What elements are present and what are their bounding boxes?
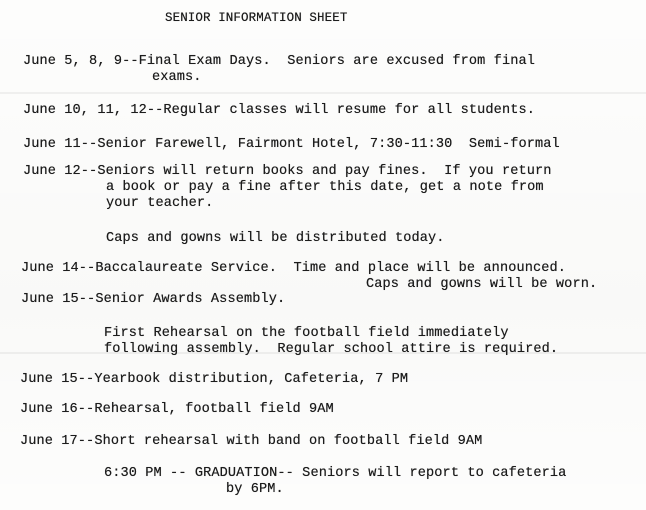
text-line: June 12--Seniors will return books and pay fines. If you return [23, 164, 552, 179]
text-line: Caps and gowns will be distributed today. [106, 231, 445, 246]
text-line: by 6PM. [226, 482, 284, 497]
text-line: June 15--Senior Awards Assembly. [21, 292, 286, 307]
paper-fold [0, 92, 646, 94]
text-line: First Rehearsal on the football field immediately [104, 326, 509, 341]
text-line: Caps and gowns will be worn. [366, 277, 598, 292]
text-line: June 17--Short rehearsal with band on football field 9AM [20, 434, 483, 449]
text-line: June 5, 8, 9--Final Exam Days. Seniors are excused from final [23, 54, 535, 69]
text-line: exams. [152, 70, 202, 85]
text-line: 6:30 PM -- GRADUATION-- Seniors will report to cafeteria [104, 466, 567, 481]
text-line: a book or pay a fine after this date, get a note from [106, 180, 544, 195]
text-line: June 16--Rehearsal, football field 9AM [20, 402, 334, 417]
text-line: June 14--Baccalaureate Service. Time and place will be announced. [21, 261, 566, 276]
text-line: following assembly. Regular school attire is required. [104, 342, 559, 357]
text-line: your teacher. [106, 196, 214, 211]
text-line: June 10, 11, 12--Regular classes will resume for all students. [23, 103, 535, 118]
text-line: June 15--Yearbook distribution, Cafeteria, 7 PM [20, 372, 409, 387]
sheet-title: SENIOR INFORMATION SHEET [165, 11, 348, 25]
text-line: June 11--Senior Farewell, Fairmont Hotel, 7:30-11:30 Semi-formal [23, 137, 560, 152]
